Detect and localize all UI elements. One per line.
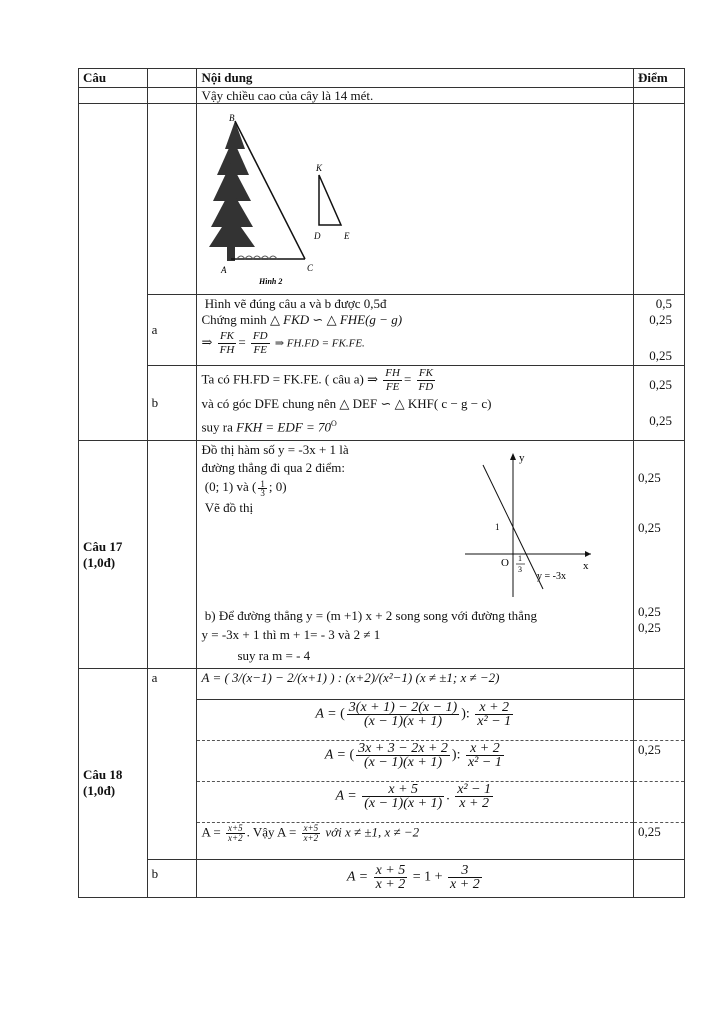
svg-text:x: x bbox=[583, 560, 589, 572]
label-K: K bbox=[316, 163, 323, 173]
q16a-points: 0,5 0,25 0,25 bbox=[634, 295, 685, 366]
q17-partb-3: suy ra m = - 4 bbox=[237, 647, 311, 663]
q17-content: Đồ thị hàm số y = -3x + 1 là đường thẳng đi qua 2 điểm: (0; 1) và ( $\frac{1}{3}$ ; 0) Vẽ đồ thị y x O 1 1 3 y = -3x b) Để đường thẳng y = (m +1) x + 2 song song với đường thẳng y = -3x + 1 thì m + 1= - 3 và 2 ≠ 1 suy ra m = - 4 bbox=[197, 441, 634, 669]
label-E: E bbox=[344, 231, 350, 241]
header-cau: Câu bbox=[79, 69, 148, 88]
q16a-result: ⇒ FH.FD = FK.FE. bbox=[274, 337, 365, 350]
q16b-points: 0,25 0,25 bbox=[634, 366, 685, 441]
q18-a4: A = $\frac{x + 5}{(x - 1)(x + 1)}$ . $\frac{\text{x² − 1}}{x + 2}$ bbox=[197, 782, 634, 823]
label-A: A bbox=[221, 265, 227, 275]
q18-b1: A = $\frac{x + 5}{x + 2}$ = 1 + $\frac{3}{x + 2}$ bbox=[197, 860, 634, 898]
q18-title: Câu 18 (1,0đ) bbox=[79, 669, 148, 898]
q17-partb-1: b) Để đường thẳng y = (m +1) x + 2 song song với đường thẳng bbox=[204, 607, 537, 623]
header-noi-dung: Nội dung bbox=[197, 69, 634, 88]
q16b-line2: và có góc DFE chung nên △ DEF ∽ △ KHF( c − g − c) bbox=[201, 396, 492, 411]
q16a-label: a bbox=[147, 295, 197, 366]
q17-title: Câu 17 (1,0đ) bbox=[79, 441, 148, 669]
q18-a1: A = ( 3/(x−1) − 2/(x+1) ) : (x+2)/(x²−1) (x ≠ ±1; x ≠ −2) bbox=[197, 669, 634, 700]
q18a-label: a bbox=[147, 669, 197, 860]
q16b-angles: FKH = EDF = 70 bbox=[236, 419, 331, 435]
q16b-content: Ta có FH.FD = FK.FE. ( câu a) ⇒ $\frac{FH}{FE}$ = $\frac{FK}{FD}$ và có góc DFE chung nên △ DEF ∽ △ KHF( c − g − c) suy ra FKH = EDF = $70^O$ bbox=[197, 366, 634, 441]
q16a-content: Hình vẽ đúng câu a và b được 0,5đ Chứng minh △ FKD ∽ △ FHE(g − g) ⇒ $\frac{FK}{FH}$ = $\frac{FD}{FE}$ ⇒ FH.FD = FK.FE. bbox=[197, 295, 634, 366]
q18-a2: A = ( $\frac{3(x + 1) - 2(x - 1)}{(x - 1)(x + 1)}$ ): $\frac{x + 2}{\text{x² − 1}}$ bbox=[197, 700, 634, 741]
q16a-similarity: △ FKD ∽ △ FHE(g − g) bbox=[269, 312, 403, 327]
label-B: B bbox=[229, 113, 235, 123]
figure-caption: Hình 2 bbox=[259, 277, 283, 286]
q18-a3: A = ( $\frac{3x + 3 - 2x + 2}{(x - 1)(x + 1)}$ ): $\frac{x + 2}{\text{x² − 1}}$ bbox=[197, 741, 634, 782]
label-D: D bbox=[314, 231, 321, 241]
q18-a5-points: 0,25 bbox=[634, 823, 685, 860]
svg-text:O: O bbox=[501, 557, 510, 569]
svg-text:y: y bbox=[519, 452, 525, 464]
svg-text:3: 3 bbox=[518, 565, 523, 574]
svg-text:1: 1 bbox=[518, 554, 523, 563]
conclusion-text: Vậy chiều cao của cây là 14 mét. bbox=[197, 88, 634, 104]
q17-partb-2: y = -3x + 1 thì m + 1= - 3 và 2 ≠ 1 bbox=[201, 626, 381, 642]
q17-graph bbox=[445, 449, 595, 599]
answer-table bbox=[78, 68, 685, 898]
tree-triangle-figure bbox=[207, 109, 367, 289]
q17-points: 0,25 0,25 0,25 0,25 bbox=[634, 441, 685, 669]
q16b-label: b bbox=[147, 366, 197, 441]
q18b-label: b bbox=[147, 860, 197, 898]
figure-cell bbox=[197, 104, 634, 295]
label-C: C bbox=[307, 263, 314, 273]
header-diem: Điểm bbox=[634, 69, 685, 88]
q18-a5: A = $\frac{x+5}{x+2}$ . Vậy A = $\frac{x+5}{x+2}$ với x ≠ ±1, x ≠ −2 bbox=[197, 823, 634, 860]
q16a-line1: Hình vẽ đúng câu a và b được 0,5đ bbox=[204, 296, 387, 311]
svg-text:1: 1 bbox=[495, 522, 500, 532]
q18-a3-points: 0,25 bbox=[634, 741, 685, 782]
svg-text:y = -3x: y = -3x bbox=[537, 571, 567, 582]
